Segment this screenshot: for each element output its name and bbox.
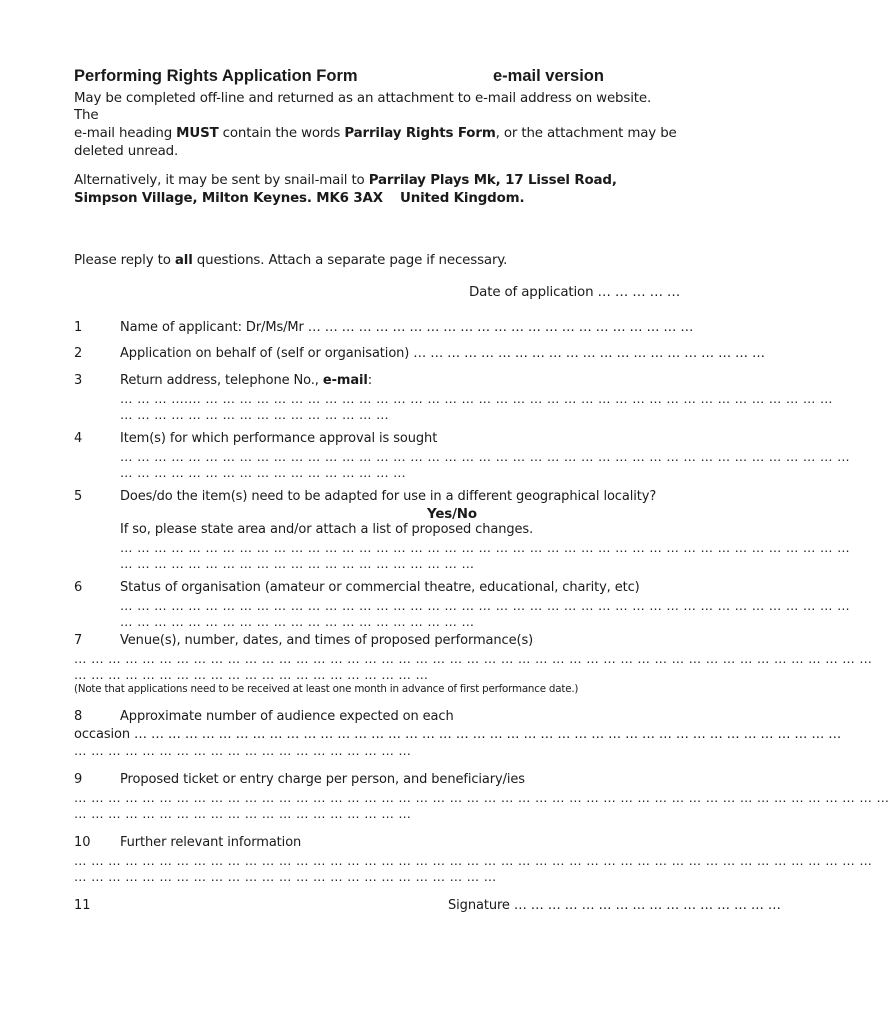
yes-no-choice[interactable]: Yes/No	[427, 507, 477, 522]
intro-text: e-mail heading	[74, 126, 177, 141]
audience-field-line-1[interactable]: occasion … … … … … … … … … … … … … … … … … … … … … … … … … … … … … … … … … … … … … … … … … …	[74, 727, 842, 742]
postal-line-1	[74, 172, 617, 190]
form-version: e-mail version	[493, 67, 604, 85]
question-number: 9	[74, 772, 83, 787]
instructions-text: questions. Attach a separate page if necessary.	[192, 253, 508, 268]
instructions	[74, 252, 507, 270]
postal-text: Alternatively, it may be sent by snail-mail to	[74, 173, 369, 188]
intro-line-3	[74, 125, 677, 143]
organisation-status-label: Status of organisation (amateur or commercial theatre, educational, charity, etc)	[120, 580, 640, 595]
question-number: 2	[74, 346, 83, 361]
adaptation-field-line-2[interactable]: … … … … … … … … … … … … … … … … … … … … …	[120, 556, 475, 571]
return-address-field-line-1[interactable]: … … … ….… … … … … … … … … … … … … … … … … … … … … … … … … … … … … … … … … … … … … …	[120, 391, 833, 406]
organisation-status-field-line-2[interactable]: … … … … … … … … … … … … … … … … … … … … …	[120, 614, 475, 629]
question-number: 3	[74, 373, 83, 388]
organisation-status-field-line-1[interactable]: … … … … … … … … … … … … … … … … … … … … … … … … … … … … … … … … … … … … … … … … … … …	[120, 598, 850, 613]
question-number: 5	[74, 489, 83, 504]
ticket-charge-field-line-2[interactable]: … … … … … … … … … … … … … … … … … … … …	[74, 806, 412, 821]
further-info-field-line-2[interactable]: … … … … … … … … … … … … … … … … … … … … … … … … …	[74, 869, 497, 884]
audience-field-line-2[interactable]: … … … … … … … … … … … … … … … … … … … …	[74, 743, 412, 758]
question-number: 6	[74, 580, 83, 595]
email-emphasis: e-mail	[322, 373, 368, 388]
intro-emphasis-must: MUST	[176, 126, 219, 141]
items-field-line-2[interactable]: … … … … … … … … … … … … … … … … …	[120, 465, 406, 480]
question-text: Return address, telephone No.,	[120, 373, 323, 388]
venue-label: Venue(s), number, dates, and times of proposed performance(s)	[120, 633, 534, 648]
ticket-charge-field-line-1[interactable]: … … … … … … … … … … … … … … … … … … … … … … … … … … … … … … … … … … … … … … … … … … … … … … … …	[74, 790, 889, 805]
form-title: Performing Rights Application Form	[74, 67, 358, 85]
on-behalf-of-field[interactable]: Application on behalf of (self or organisation) … … … … … … … … … … … … … … … … … … … … …	[120, 346, 765, 361]
question-number: 7	[74, 633, 83, 648]
intro-text: , or the attachment may be	[495, 126, 677, 141]
venue-field-line-2[interactable]: … … … … … … … … … … … … … … … … … … … … …	[74, 667, 429, 682]
intro-line-4: deleted unread.	[74, 144, 179, 159]
question-number: 8	[74, 709, 83, 724]
intro-emphasis-heading: Parrilay Rights Form	[344, 126, 496, 141]
advance-notice-note: (Note that applications need to be received at least one month in advance of first performance date.)	[74, 683, 579, 695]
date-of-application-field[interactable]: Date of application … … … … …	[469, 285, 681, 300]
intro-line-2: The	[74, 108, 99, 123]
instructions-emphasis: all	[174, 253, 193, 268]
question-text: :	[367, 373, 373, 388]
audience-label: Approximate number of audience expected on each	[120, 709, 454, 724]
adaptation-field-line-1[interactable]: … … … … … … … … … … … … … … … … … … … … … … … … … … … … … … … … … … … … … … … … … … …	[120, 540, 850, 555]
question-number: 4	[74, 431, 83, 446]
items-field-line-1[interactable]: … … … … … … … … … … … … … … … … … … … … … … … … … … … … … … … … … … … … … … … … … … …	[120, 449, 850, 464]
question-number: 10	[74, 835, 91, 850]
postal-address: Parrilay Plays Mk, 17 Lissel Road,	[368, 173, 617, 188]
further-info-field-line-1[interactable]: … … … … … … … … … … … … … … … … … … … … … … … … … … … … … … … … … … … … … … … … … … … … … … …	[74, 853, 873, 868]
question-number: 1	[74, 320, 83, 335]
instructions-text: Please reply to	[74, 253, 175, 268]
adaptation-details-label: If so, please state area and/or attach a list of proposed changes.	[120, 522, 534, 537]
postal-line-2: Simpson Village, Milton Keynes. MK6 3AX	[74, 191, 383, 206]
items-label: Item(s) for which performance approval is sought	[120, 431, 438, 446]
signature-field[interactable]: Signature … … … … … … … … … … … … … … … …	[448, 898, 781, 913]
ticket-charge-label: Proposed ticket or entry charge per person, and beneficiary/ies	[120, 772, 525, 787]
intro-line-1: May be completed off-line and returned as an attachment to e-mail address on website.	[74, 91, 652, 106]
adaptation-label: Does/do the item(s) need to be adapted for use in a different geographical locality?	[120, 489, 657, 504]
return-address-field-line-2[interactable]: … … … … … … … … … … … … … … … …	[120, 407, 389, 422]
venue-field-line-1[interactable]: … … … … … … … … … … … … … … … … … … … … … … … … … … … … … … … … … … … … … … … … … … … … … … …	[74, 651, 873, 666]
return-address-label	[120, 373, 372, 388]
intro-text: contain the words	[218, 126, 345, 141]
question-number: 11	[74, 898, 91, 913]
applicant-name-field[interactable]: Name of applicant: Dr/Ms/Mr … … … … … … … … … … … … … … … … … … … … … … …	[120, 320, 694, 335]
further-info-label: Further relevant information	[120, 835, 302, 850]
postal-country: United Kingdom.	[400, 191, 525, 206]
